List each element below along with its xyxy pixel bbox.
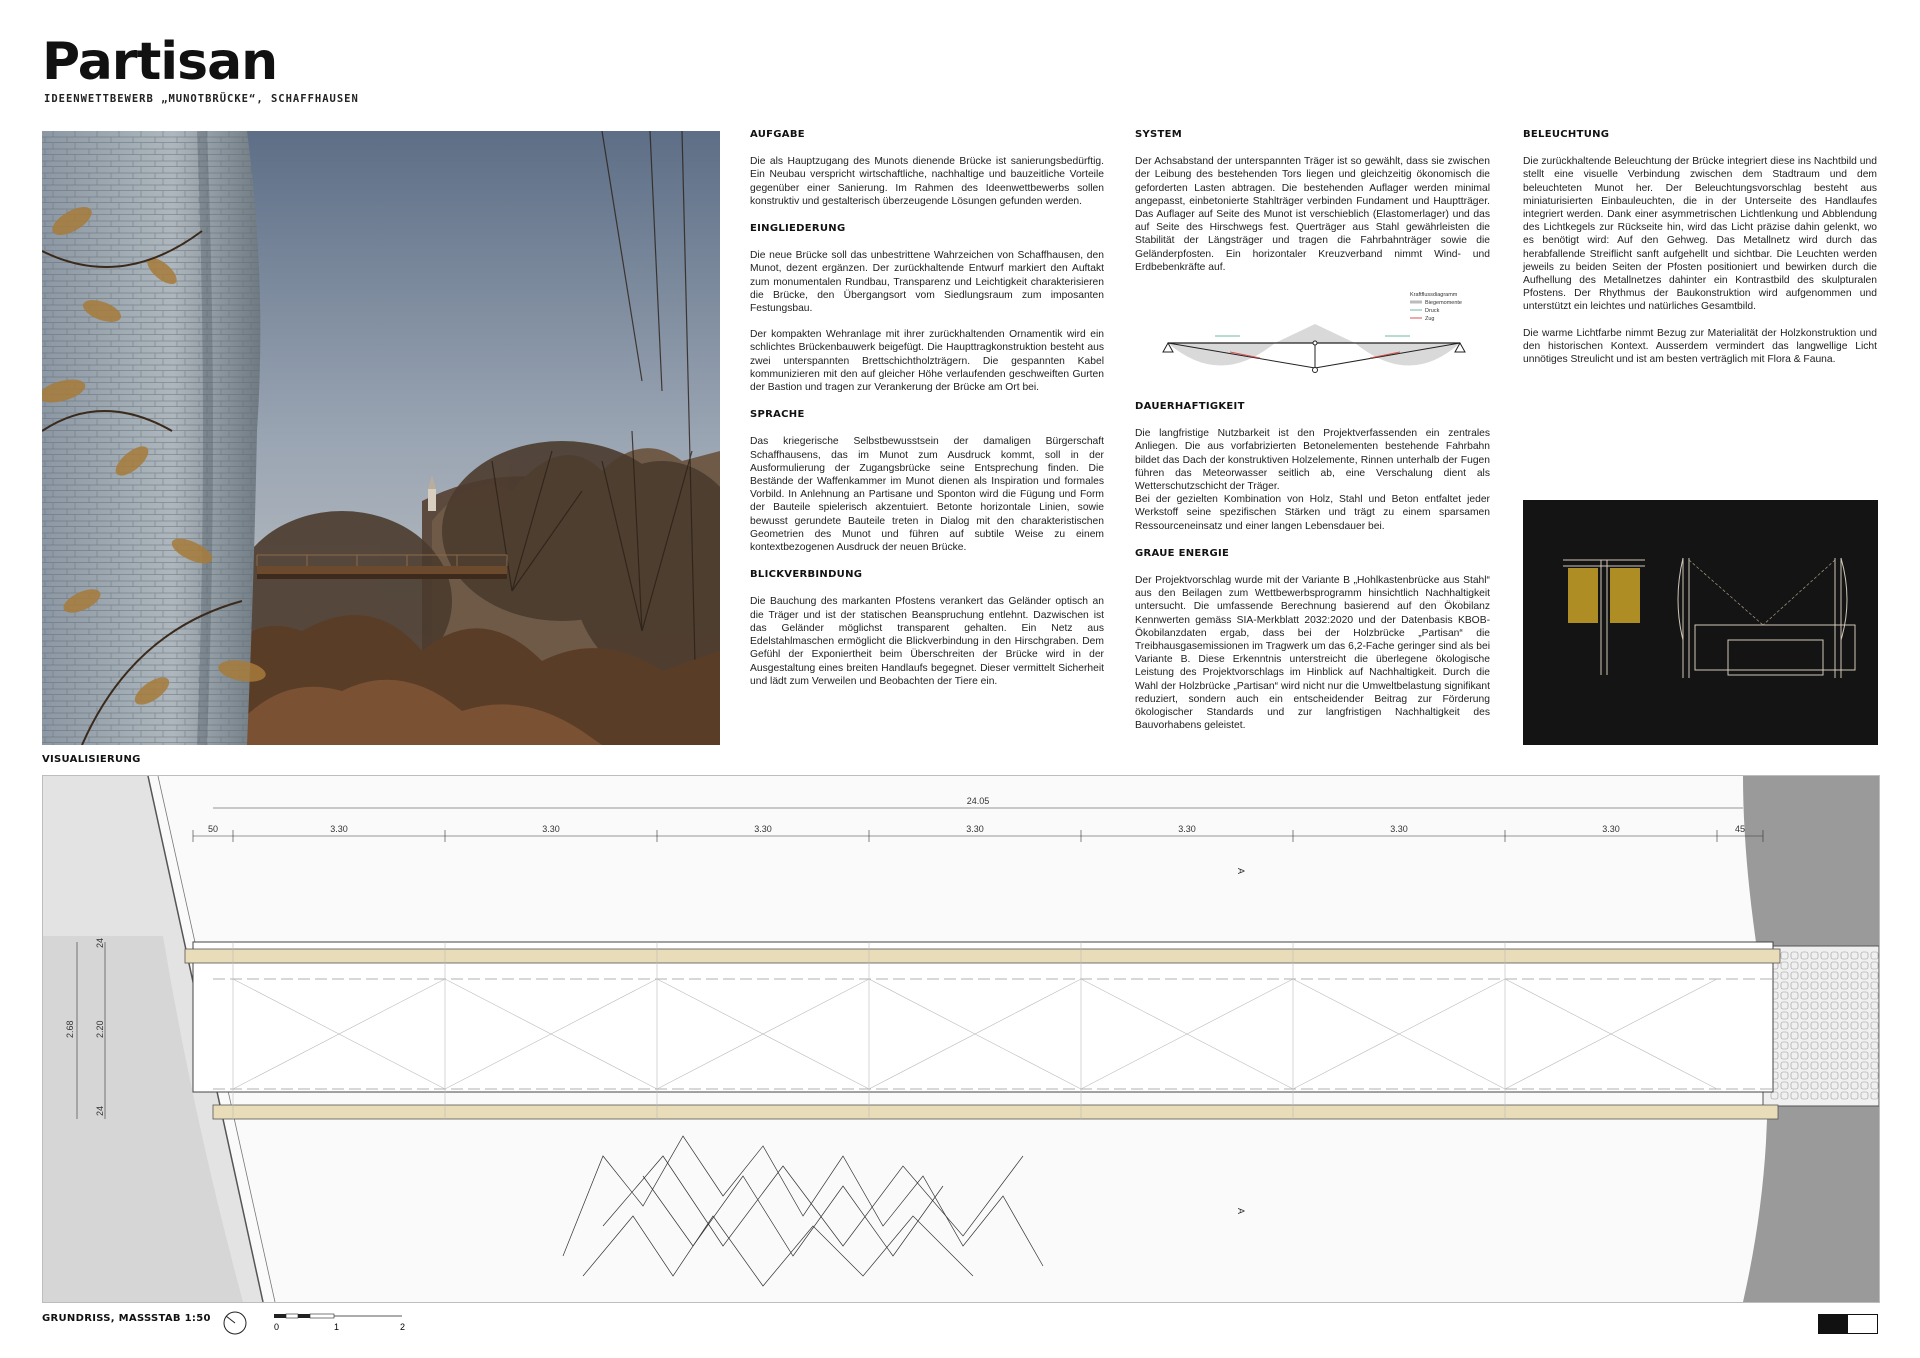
scale-label-1: 1: [334, 1322, 340, 1332]
sheet-indicator: [1818, 1314, 1878, 1334]
dim-bay-label: 3.30: [754, 824, 772, 834]
section-heading: BLICKVERBINDUNG: [750, 569, 863, 581]
section-paragraph: Die langfristige Nutzbarkeit ist den Projektverfassenden ein zentrales Anliegen. Die aus vorfabrizierten Betonelementen bestehende Fahrbahn bildet das Dach der konstruktiven Holzelemente, Rinnen unterhalb der Fugen führen das Meteorwasser seitlich ab, eine Verschalung dient als Wetterschutzschicht der Träger. Bei der gezielten Kombination von Holz, Stahl und Beton entfaltet jeder Werkstoff seine spezifischen Stärken und trägt zu einem sparsamen Ressourceneinsatz und einer langen Lebensdauer bei.: [1135, 428, 1490, 532]
section-paragraph: Das kriegerische Selbstbewusstsein der damaligen Bürgerschaft Schaffhausens, das im Munot zum Ausdruck kommt, soll in der Ausformulierung der Zugangsbrücke seine Entsprechung finden. Die Bestände der Waffenkammer im Munot dienen als Inspiration und formales Vorbild. In Anlehnung an Partisane und Sponton wird die Fügung und Form der Bauteile spielerisch akzentuiert. Betonte horizontale Linien, sowie bewusst gerundete Bauteile treten in Dialog mit den charakteristischen Geometrien des Munot und führen auf subtile Weise zu einem kontextbezogenen Ausdruck der neuen Brücke.: [750, 436, 1104, 554]
timber-beam-bottom: [213, 1105, 1778, 1119]
text-column-1: [750, 128, 1104, 702]
diagram-legend-title: Kraftflussdiagramm: [1410, 292, 1458, 298]
text-column-3: [1523, 128, 1877, 380]
section-paragraph: Die als Hauptzugang des Munots dienende Brücke ist sanierungsbedürftig. Ein Neubau verspricht wirtschaftliche, nachhaltige und bauzeitliche Vorteile gegenüber einer Sanierung. Im Rahmen des Ideenwettbewerbs sollen konstruktiv und gestalterisch überzeugende Lösungen gefunden werden.: [750, 156, 1104, 207]
diagram-legend-pressure: Druck: [1425, 308, 1440, 314]
section-paragraph: Die warme Lichtfarbe nimmt Bezug zur Materialität der Holzkonstruktion und den historischen Kontext. Ausserdem vermindert das langwellige Licht unnötiges Streulicht und ist am besten verträglich mit Flora & Fauna.: [1523, 327, 1877, 366]
scale-label-0: 0: [274, 1322, 280, 1332]
dim-side-top: 24: [95, 937, 105, 948]
visualisation-image: [42, 131, 720, 745]
force-flow-diagram: [1160, 288, 1480, 388]
floor-plan-caption: GRUNDRISS, MASSSTAB 1:50: [42, 1313, 211, 1324]
dim-bay-label: 3.30: [542, 824, 560, 834]
section-paragraph: Die zurückhaltende Beleuchtung der Brücke integriert diese ins Nachtbild und stellt eine visuelle Verbindung zwischen dem Stadtraum und dem beleuchteten Munot her. Der Beleuchtungsvorschlag besteht aus miniaturisierten Einbauleuchten, die in der Unterseite des Handlaufes integriert werden. Dank einer asymmetrischen Lichtlenkung und Abblendung des Lichtkegels zur Rückseite hin, wird das Licht präzise dahin gelenkt, wo es benötigt wird: Auf den Gehweg. Das Metallnetz wird durch das herabfallende Streiflicht sanft aufgehellt und sichtbar. Die Leuchten werden jeweils zu beiden Seiten der Pfosten positioniert und bewirken durch die Aufhellung des Metallnetzes dahinter ein Kontrastbild des skulpturalen Pfostens. Der Rhythmus der Baukonstruktion wird aufgenommen und unterstützt ein leichtes und natürliches Gesamtbild.: [1523, 156, 1877, 313]
sheet-indicator-fill: [1819, 1315, 1848, 1333]
dim-bay-label: 3.30: [1178, 824, 1196, 834]
section-paragraph: Der Projektvorschlag wurde mit der Variante B „Hohlkastenbrücke aus Stahl“ aus den Beilagen zum Wettbewerbsprogramm hinsichtlich Nachhaltigkeit untersucht. Die umfassende Berechnung basierend auf den Ökobilanz Kennwerten gemäss SIA-Merkblatt 2032:2020 und der Datenbasis KBOB-Ökobilanzdaten ergab, dass bei der Holzbrücke „Partisan“ die Treibhausgasemissionen im Tragwerk um das 6,2-Fache geringer sind als bei Variante B. Diese Erkenntnis unterstreicht die überlegene ökologische Leistung des Projektvorschlags im Hinblick auf Nachhaltigkeit. Durch die Wahl der Holzbrücke „Partisan“ wird nicht nur die Umweltbelastung signifikant reduziert, sondern auch ein entscheidender Beitrag zur Förderung ökologischer Standards und zur langfristigen Nachhaltigkeit des Bauvorhabens geleistet.: [1135, 575, 1490, 732]
dim-bay-label: 3.30: [1390, 824, 1408, 834]
page-title: Partisan: [42, 32, 278, 92]
diagram-legend-tension: Zug: [1425, 316, 1435, 322]
dim-bay-label: 45: [1734, 824, 1746, 834]
dim-bay-label: 3.30: [1602, 824, 1620, 834]
dim-bay-label: 50: [207, 824, 219, 834]
section-heading: EINGLIEDERUNG: [750, 223, 846, 235]
section-blickverbindung: [750, 568, 1104, 688]
scale-label-2: 2: [400, 1322, 406, 1332]
section-heading: SPRACHE: [750, 409, 805, 421]
dim-bay-label: 3.30: [330, 824, 348, 834]
section-sprache: [750, 408, 1104, 554]
section-heading: GRAUE ENERGIE: [1135, 547, 1230, 559]
dim-width-overall: 2.68: [65, 1020, 75, 1038]
floor-plan-drawing: [42, 775, 1880, 1303]
section-graue-energie: [1135, 547, 1490, 733]
text-column-2-lower: [1135, 400, 1490, 746]
section-paragraph: Der kompakten Wehranlage mit ihrer zurückhaltenden Ornamentik wird ein schlichtes Brückenbauwerk beigefügt. Die Haupttragkonstruktion besteht aus zwei unterspannten Brettschichtholzträgern. Die gespannten Kabel kommunizieren mit den auf gleicher Höhe verlaufenden geschweiften Gurten der Bastion und tragen zur Verankerung der Brücke am Ort bei.: [750, 329, 1104, 394]
section-beleuchtung: [1523, 128, 1877, 366]
section-heading: BELEUCHTUNG: [1523, 129, 1610, 140]
scale-bar: [270, 1312, 410, 1336]
section-paragraph: Der Achsabstand der unterspannten Träger ist so gewählt, dass sie zwischen der Leibung des bestehenden Tors liegen und gleichzeitig ökonomisch die geforderten Lasten abtragen. Die bestehenden Auflager werden minimal angepasst, einbetonierte Stahlträger verbinden Fundament und Hauptträger. Das Auflager auf Seite des Munot ist verschieblich (Elastomerlager) und das auf Seite des Hirschwegs fest. Querträger aus Stahl gewährleisten die Stabilität der Längsträger und tragen die Fahrbahnträger sowie die Geländerpfosten. Ein horizontaler Kreuzverband nimmt Wind- und Erdbebenkräfte auf.: [1135, 156, 1490, 273]
section-heading: AUFGABE: [750, 129, 805, 140]
section-marker-bottom: A: [1236, 1208, 1246, 1215]
section-marker-top: A: [1236, 868, 1246, 875]
section-paragraph: Die Bauchung des markanten Pfostens verankert das Geländer optisch an die Träger und ist der statischen Beanspruchung entlehnt. Dazwischen ist das Geländer möglichst transparent gehalten. Ein Netz aus Edelstahlmaschen ermöglicht die Blickverbindung in den Hirschgraben. Dem Gefühl der Exponiertheit beim Überschreiten der Brücke wird in der Ausgestaltung eines breiten Handlaufs begegnet. Dieser vermittelt Sicherheit und lädt zum Verweilen und Beobachten der Tiere ein.: [750, 596, 1104, 687]
text-column-2: [1135, 128, 1490, 287]
section-dauerhaftigkeit: [1135, 400, 1490, 533]
timber-beam-top: [185, 949, 1780, 963]
dim-bay-label: 3.30: [966, 824, 984, 834]
dim-side-bottom: 24: [95, 1105, 105, 1116]
diagram-legend-moment: Biegemomente: [1425, 300, 1462, 306]
section-eingliederung: [750, 222, 1104, 394]
north-arrow-icon: [222, 1310, 248, 1336]
section-aufgabe: [750, 128, 1104, 208]
section-paragraph: Die neue Brücke soll das unbestrittene Wahrzeichen von Schaffhausen, den Munot, dezent ergänzen. Der zurückhaltende Entwurf markiert den Auftakt zum monumentalen Rundbau, Transparenz und Leichtigkeit charakterisieren die Brücke, den Übergangsort vom Siedlungsraum zum imposanten Festungsbau.: [750, 250, 1104, 315]
visualisation-caption: VISUALISIERUNG: [42, 754, 141, 765]
section-heading-system: SYSTEM: [1135, 129, 1183, 140]
page-subtitle: IDEENWETTBEWERB „MUNOTBRÜCKE“, SCHAFFHAUSEN: [44, 93, 359, 105]
dim-side-mid: 2.20: [95, 1020, 105, 1038]
section-heading: DAUERHAFTIGKEIT: [1135, 401, 1245, 412]
dim-total: 24.05: [966, 796, 990, 806]
lighting-sketch-image: [1523, 500, 1878, 745]
